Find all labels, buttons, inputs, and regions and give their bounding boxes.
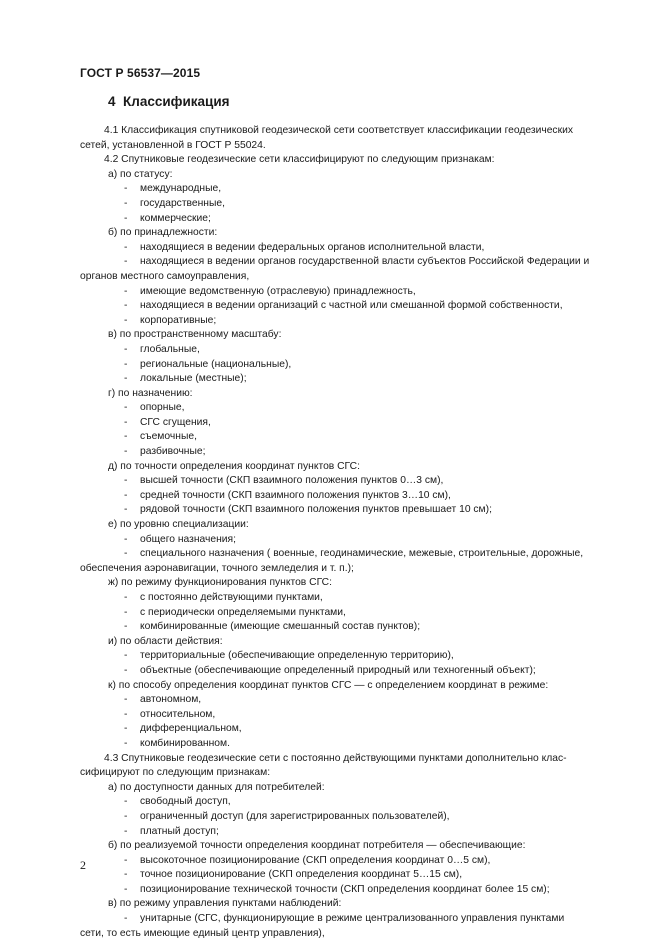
line-text: в) по пространственному масштабу:: [108, 329, 282, 341]
line-text: рядовой точности (СКП взаимного положения пунктов превышает 10 см);: [140, 504, 492, 516]
text-line: [80, 562, 616, 577]
list-dash: -: [124, 650, 128, 662]
text-line: [80, 868, 616, 883]
line-text: коммерческие;: [140, 212, 211, 224]
line-text: ограниченный доступ (для зарегистрированных пользователей),: [140, 810, 450, 822]
text-line: [80, 328, 616, 343]
line-text: международные,: [140, 183, 222, 195]
line-text: а) по статусу:: [108, 168, 173, 180]
line-text: в) по режиму управления пунктами наблюдений:: [108, 898, 342, 910]
text-line: [80, 781, 616, 796]
text-line: [80, 182, 616, 197]
text-line: [80, 460, 616, 475]
list-dash: -: [124, 913, 128, 925]
text-line: [80, 430, 616, 445]
text-line: [80, 752, 616, 767]
line-text: 4.2 Спутниковые геодезические сети классифицируют по следующим признакам:: [104, 154, 495, 166]
line-text: сети, то есть имеющие единый центр управления),: [80, 927, 325, 939]
line-text: и) по области действия:: [108, 635, 223, 647]
list-dash: -: [124, 548, 128, 560]
list-dash: -: [124, 606, 128, 618]
list-dash: -: [124, 664, 128, 676]
list-dash: -: [124, 796, 128, 808]
list-dash: -: [124, 621, 128, 633]
list-dash: -: [124, 358, 128, 370]
line-text: обеспечения аэронавигации, точного земледелия и т. п.);: [80, 562, 354, 574]
text-line: [80, 387, 616, 402]
list-dash: -: [124, 431, 128, 443]
list-dash: -: [124, 854, 128, 866]
line-text: съемочные,: [140, 431, 197, 443]
line-text: дифференциальном,: [140, 723, 242, 735]
section-number: 4: [108, 94, 116, 109]
line-text: платный доступ;: [140, 825, 219, 837]
list-dash: -: [124, 343, 128, 355]
line-text: е) по уровню специализации:: [108, 519, 249, 531]
line-text: г) по назначению:: [108, 387, 193, 399]
line-text: имеющие ведомственную (отраслевую) принадлежность,: [140, 285, 416, 297]
line-text: автономном,: [140, 694, 202, 706]
list-dash: -: [124, 592, 128, 603]
line-text: свободный доступ,: [140, 796, 231, 808]
text-line: [80, 474, 616, 489]
text-line: [80, 255, 616, 270]
text-line: [80, 737, 616, 752]
list-dash: -: [124, 314, 128, 326]
line-text: корпоративные;: [140, 314, 217, 326]
text-line: [80, 854, 616, 869]
line-text: средней точности (СКП взаимного положения пунктов 3…10 см),: [140, 489, 451, 501]
text-line: [80, 708, 616, 723]
text-line: [80, 285, 616, 300]
line-text: СГС сгущения,: [140, 416, 211, 428]
line-text: находящиеся в ведении федеральных органов исполнительной власти,: [140, 241, 485, 253]
line-text: точное позиционирование (СКП определения координат 5…15 см),: [140, 869, 463, 881]
line-text: территориальные (обеспечивающие определенную территорию),: [140, 650, 454, 662]
text-line: [80, 795, 616, 810]
line-text: б) по реализуемой точности определения координат потребителя — обеспечивающие:: [108, 840, 526, 852]
standard-header: ГОСТ Р 56537—2015: [80, 66, 201, 80]
text-line: [80, 839, 616, 854]
text-line: [80, 241, 616, 256]
line-text: 4.3 Спутниковые геодезические сети с постоянно действующими пунктами дополнительно клас-: [104, 752, 567, 764]
text-line: [80, 591, 616, 606]
list-dash: -: [124, 402, 128, 414]
list-dash: -: [124, 475, 128, 487]
text-line: [80, 168, 616, 183]
line-text: опорные,: [140, 402, 185, 414]
text-line: [80, 533, 616, 548]
text-line: [80, 401, 616, 416]
text-line: [80, 912, 616, 927]
line-text: находящиеся в ведении организаций с частной или смешанной формой собственности,: [140, 300, 563, 312]
list-dash: -: [124, 241, 128, 253]
line-text: относительном,: [140, 708, 216, 720]
list-dash: -: [124, 446, 128, 458]
list-dash: -: [124, 694, 128, 706]
list-dash: -: [124, 489, 128, 501]
line-text: объектные (обеспечивающие определенный природный или техногенный объект);: [140, 664, 536, 676]
list-dash: -: [124, 183, 128, 195]
line-text: а) по доступности данных для потребителей:: [108, 781, 325, 793]
line-text: специального назначения ( военные, геодинамические, межевые, строительные, дорожные,: [140, 548, 584, 560]
text-line: [80, 897, 616, 912]
text-line: [80, 518, 616, 533]
line-text: находящиеся в ведении органов государственной власти субъектов Российской Федерации и: [140, 256, 590, 268]
line-text: разбивочные;: [140, 446, 206, 458]
line-text: общего назначения;: [140, 533, 236, 545]
text-line: [80, 503, 616, 518]
document-body: [80, 124, 616, 941]
list-dash: -: [124, 197, 128, 209]
list-dash: -: [124, 504, 128, 516]
text-line: [80, 635, 616, 650]
text-line: [80, 358, 616, 373]
line-text: сифицируют по следующим признакам:: [80, 767, 271, 779]
list-dash: -: [124, 708, 128, 720]
list-dash: -: [124, 810, 128, 822]
text-line: [80, 664, 616, 679]
text-line: [80, 197, 616, 212]
text-line: [80, 810, 616, 825]
text-line: [80, 620, 616, 635]
line-text: локальные (местные);: [140, 373, 247, 385]
text-line: [80, 124, 616, 139]
line-text: сетей, установленной в ГОСТ Р 55024.: [80, 139, 266, 151]
text-line: [80, 343, 616, 358]
text-line: [80, 314, 616, 329]
list-dash: -: [124, 373, 128, 385]
line-text: государственные,: [140, 197, 225, 209]
line-text: региональные (национальные),: [140, 358, 292, 370]
page-number: 2: [80, 858, 86, 872]
line-text: с периодически определяемыми пунктами,: [140, 606, 346, 618]
list-dash: -: [124, 723, 128, 735]
text-line: [80, 153, 616, 168]
text-line: [80, 883, 616, 898]
text-line: [80, 226, 616, 241]
text-line: [80, 212, 616, 227]
line-text: б) по принадлежности:: [108, 227, 218, 239]
text-line: [80, 416, 616, 431]
text-line: [80, 299, 616, 314]
line-text: к) по способу определения координат пунктов СГС — с определением координат в режиме:: [108, 679, 549, 691]
line-text: позиционирование технической точности (СКП определения координат более 15 см);: [140, 883, 550, 895]
line-text: высокоточное позиционирование (СКП определения координат 0…5 см),: [140, 854, 491, 866]
line-text: ж) по режиму функционирования пунктов СГС:: [108, 577, 332, 589]
text-line: [80, 679, 616, 694]
text-line: [80, 445, 616, 460]
text-line: [80, 489, 616, 504]
line-text: д) по точности определения координат пунктов СГС:: [108, 460, 360, 472]
list-dash: -: [124, 416, 128, 428]
section-heading: [108, 94, 230, 109]
list-dash: -: [124, 533, 128, 545]
section-title-text: Классификация: [123, 94, 230, 109]
text-line: [80, 372, 616, 387]
text-line: [80, 547, 616, 562]
line-text: комбинированные (имеющие смешанный состав пунктов);: [140, 621, 421, 633]
list-dash: -: [124, 256, 128, 268]
line-text: органов местного самоуправления,: [80, 270, 250, 282]
list-dash: -: [124, 883, 128, 895]
list-dash: -: [124, 869, 128, 881]
list-dash: -: [124, 825, 128, 837]
list-dash: -: [124, 300, 128, 312]
list-dash: -: [124, 212, 128, 224]
text-line: [80, 576, 616, 591]
list-dash: -: [124, 737, 128, 749]
text-line: [80, 825, 616, 840]
line-text: комбинированном.: [140, 737, 230, 749]
line-text: высшей точности (СКП взаимного положения пунктов 0…3 см),: [140, 475, 444, 487]
text-line: [80, 927, 616, 941]
text-line: [80, 722, 616, 737]
text-line: [80, 693, 616, 708]
text-line: [80, 766, 616, 781]
line-text: 4.1 Классификация спутниковой геодезической сети соответствует классификации геодезических: [104, 125, 573, 136]
line-text: с постоянно действующими пунктами,: [140, 592, 323, 603]
list-dash: -: [124, 285, 128, 297]
text-line: [80, 139, 616, 154]
line-text: глобальные,: [140, 343, 200, 355]
text-line: [80, 649, 616, 664]
line-text: унитарные (СГС, функционирующие в режиме централизованного управления пунктами: [140, 913, 565, 925]
text-line: [80, 270, 616, 285]
text-line: [80, 606, 616, 621]
